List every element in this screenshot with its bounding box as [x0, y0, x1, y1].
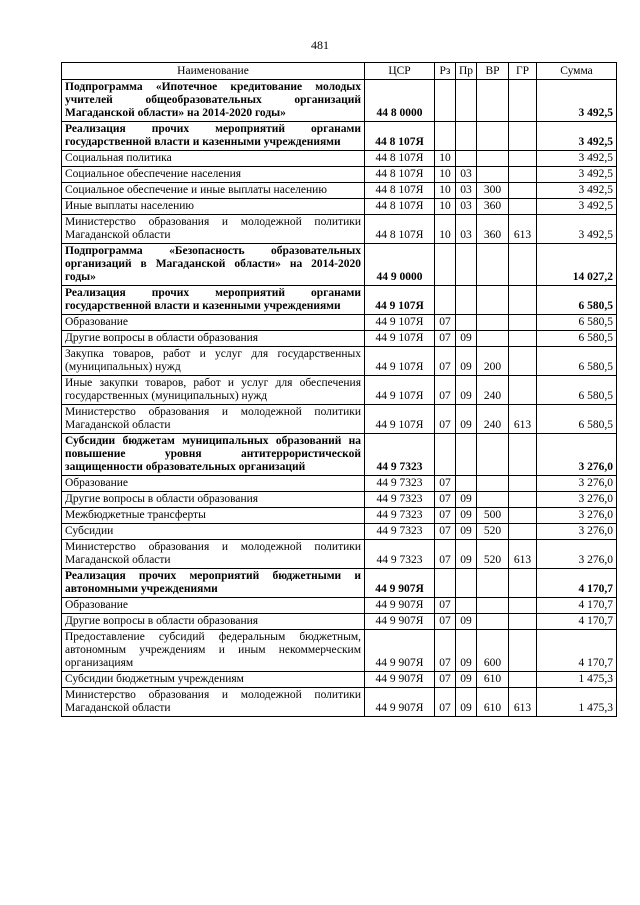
cell-gr — [509, 199, 537, 215]
cell-vr: 520 — [477, 540, 509, 569]
cell-csr: 44 9 107Я — [365, 331, 435, 347]
header-pr: Пр — [456, 63, 477, 80]
cell-name: Межбюджетные трансферты — [62, 508, 365, 524]
table-row — [62, 476, 617, 492]
table-row — [62, 215, 617, 244]
cell-csr: 44 8 107Я — [365, 122, 435, 151]
cell-gr — [509, 569, 537, 598]
cell-vr: 240 — [477, 405, 509, 434]
cell-pr: 03 — [456, 183, 477, 199]
cell-gr — [509, 476, 537, 492]
cell-pr — [456, 434, 477, 476]
cell-name: Образование — [62, 315, 365, 331]
cell-pr — [456, 315, 477, 331]
cell-gr: 613 — [509, 215, 537, 244]
cell-vr: 600 — [477, 630, 509, 672]
cell-rz: 07 — [435, 492, 456, 508]
cell-vr — [477, 315, 509, 331]
cell-pr: 09 — [456, 614, 477, 630]
table-row — [62, 598, 617, 614]
cell-gr — [509, 614, 537, 630]
cell-sum: 3 276,0 — [537, 508, 617, 524]
cell-name: Социальная политика — [62, 151, 365, 167]
cell-csr: 44 9 7323 — [365, 476, 435, 492]
cell-name: Реализация прочих мероприятий органами государственной власти и казенными учреждениями — [62, 286, 365, 315]
table-row — [62, 183, 617, 199]
cell-vr: 200 — [477, 347, 509, 376]
cell-name: Реализация прочих мероприятий органами государственной власти и казенными учреждениями — [62, 122, 365, 151]
cell-pr — [456, 122, 477, 151]
table-row — [62, 286, 617, 315]
table-row — [62, 434, 617, 476]
cell-rz: 07 — [435, 630, 456, 672]
cell-rz: 10 — [435, 215, 456, 244]
cell-name: Другие вопросы в области образования — [62, 331, 365, 347]
cell-sum: 3 276,0 — [537, 492, 617, 508]
cell-rz — [435, 434, 456, 476]
cell-vr: 360 — [477, 215, 509, 244]
header-csr: ЦСР — [365, 63, 435, 80]
cell-sum: 6 580,5 — [537, 315, 617, 331]
table-row — [62, 688, 617, 717]
cell-gr — [509, 80, 537, 122]
table-row — [62, 376, 617, 405]
cell-name: Министерство образования и молодежной политики Магаданской области — [62, 540, 365, 569]
cell-pr — [456, 244, 477, 286]
table-row — [62, 244, 617, 286]
cell-rz: 10 — [435, 183, 456, 199]
table-row — [62, 614, 617, 630]
cell-vr: 240 — [477, 376, 509, 405]
cell-name: Закупка товаров, работ и услуг для государственных (муниципальных) нужд — [62, 347, 365, 376]
cell-gr — [509, 151, 537, 167]
cell-csr: 44 8 107Я — [365, 215, 435, 244]
cell-name: Образование — [62, 598, 365, 614]
cell-gr: 613 — [509, 688, 537, 717]
cell-vr: 520 — [477, 524, 509, 540]
cell-sum: 14 027,2 — [537, 244, 617, 286]
cell-pr: 03 — [456, 215, 477, 244]
cell-rz: 10 — [435, 167, 456, 183]
cell-rz — [435, 569, 456, 598]
header-rz: Рз — [435, 63, 456, 80]
cell-gr — [509, 492, 537, 508]
cell-sum: 4 170,7 — [537, 569, 617, 598]
cell-rz: 07 — [435, 347, 456, 376]
cell-rz: 07 — [435, 688, 456, 717]
cell-pr: 09 — [456, 524, 477, 540]
cell-sum: 6 580,5 — [537, 347, 617, 376]
cell-vr — [477, 492, 509, 508]
cell-csr: 44 8 107Я — [365, 151, 435, 167]
cell-csr: 44 9 907Я — [365, 672, 435, 688]
cell-pr: 09 — [456, 630, 477, 672]
cell-csr: 44 9 107Я — [365, 376, 435, 405]
cell-vr — [477, 244, 509, 286]
cell-gr — [509, 315, 537, 331]
cell-sum: 3 492,5 — [537, 167, 617, 183]
cell-pr: 09 — [456, 492, 477, 508]
cell-pr: 09 — [456, 347, 477, 376]
cell-vr — [477, 167, 509, 183]
cell-sum: 4 170,7 — [537, 630, 617, 672]
cell-name: Другие вопросы в области образования — [62, 614, 365, 630]
cell-pr: 09 — [456, 376, 477, 405]
cell-rz: 10 — [435, 199, 456, 215]
cell-rz — [435, 244, 456, 286]
cell-sum: 6 580,5 — [537, 405, 617, 434]
cell-rz — [435, 122, 456, 151]
cell-rz: 07 — [435, 315, 456, 331]
table-row — [62, 492, 617, 508]
cell-pr: 09 — [456, 540, 477, 569]
cell-name: Министерство образования и молодежной политики Магаданской области — [62, 405, 365, 434]
cell-gr — [509, 598, 537, 614]
table-row — [62, 199, 617, 215]
cell-vr: 300 — [477, 183, 509, 199]
cell-gr: 613 — [509, 405, 537, 434]
cell-gr: 613 — [509, 540, 537, 569]
cell-gr — [509, 672, 537, 688]
cell-rz: 07 — [435, 405, 456, 434]
cell-sum: 3 492,5 — [537, 151, 617, 167]
cell-csr: 44 9 0000 — [365, 244, 435, 286]
table-row — [62, 524, 617, 540]
cell-sum: 3 492,5 — [537, 183, 617, 199]
cell-sum: 3 492,5 — [537, 215, 617, 244]
cell-name: Иные закупки товаров, работ и услуг для обеспечения государственных (муниципальных) нужд — [62, 376, 365, 405]
cell-gr — [509, 630, 537, 672]
cell-pr: 09 — [456, 405, 477, 434]
cell-vr — [477, 598, 509, 614]
table-row — [62, 315, 617, 331]
cell-sum: 1 475,3 — [537, 688, 617, 717]
cell-sum: 3 276,0 — [537, 476, 617, 492]
cell-rz: 07 — [435, 672, 456, 688]
table-row — [62, 569, 617, 598]
cell-pr: 03 — [456, 199, 477, 215]
cell-csr: 44 8 107Я — [365, 167, 435, 183]
cell-rz: 07 — [435, 598, 456, 614]
table-row — [62, 672, 617, 688]
header-gr: ГР — [509, 63, 537, 80]
cell-rz: 07 — [435, 614, 456, 630]
cell-name: Субсидии — [62, 524, 365, 540]
cell-vr — [477, 80, 509, 122]
cell-vr — [477, 476, 509, 492]
cell-csr: 44 9 907Я — [365, 598, 435, 614]
cell-sum: 6 580,5 — [537, 376, 617, 405]
cell-pr — [456, 569, 477, 598]
cell-sum: 4 170,7 — [537, 614, 617, 630]
cell-pr — [456, 151, 477, 167]
cell-name: Министерство образования и молодежной политики Магаданской области — [62, 688, 365, 717]
table-row — [62, 80, 617, 122]
cell-pr — [456, 476, 477, 492]
cell-gr — [509, 286, 537, 315]
cell-name: Субсидии бюджетным учреждениям — [62, 672, 365, 688]
cell-csr: 44 9 7323 — [365, 508, 435, 524]
cell-sum: 3 276,0 — [537, 540, 617, 569]
cell-name: Предоставление субсидий федеральным бюджетным, автономным учреждениям и иным некоммерческим организациям — [62, 630, 365, 672]
header-vr: ВР — [477, 63, 509, 80]
cell-pr: 09 — [456, 508, 477, 524]
cell-csr: 44 8 107Я — [365, 183, 435, 199]
cell-gr — [509, 122, 537, 151]
cell-csr: 44 9 107Я — [365, 315, 435, 331]
cell-rz: 07 — [435, 540, 456, 569]
table-row — [62, 347, 617, 376]
cell-csr: 44 9 7323 — [365, 524, 435, 540]
cell-rz: 10 — [435, 151, 456, 167]
cell-name: Министерство образования и молодежной политики Магаданской области — [62, 215, 365, 244]
cell-sum: 3 276,0 — [537, 434, 617, 476]
cell-name: Социальное обеспечение населения — [62, 167, 365, 183]
cell-rz: 07 — [435, 331, 456, 347]
cell-rz — [435, 80, 456, 122]
cell-csr: 44 9 107Я — [365, 286, 435, 315]
page-number: 481 — [311, 38, 329, 52]
cell-csr: 44 8 0000 — [365, 80, 435, 122]
cell-vr — [477, 331, 509, 347]
cell-pr: 09 — [456, 688, 477, 717]
cell-gr — [509, 376, 537, 405]
cell-sum: 1 475,3 — [537, 672, 617, 688]
table-row — [62, 508, 617, 524]
cell-csr: 44 9 7323 — [365, 492, 435, 508]
cell-pr: 03 — [456, 167, 477, 183]
cell-name: Подпрограмма «Ипотечное кредитование молодых учителей общеобразовательных организаций Магаданской области» на 2014-2020 годы» — [62, 80, 365, 122]
cell-sum: 6 580,5 — [537, 286, 617, 315]
table-row — [62, 630, 617, 672]
cell-gr — [509, 434, 537, 476]
cell-pr: 09 — [456, 672, 477, 688]
cell-pr — [456, 286, 477, 315]
cell-name: Реализация прочих мероприятий бюджетными и автономными учреждениями — [62, 569, 365, 598]
cell-csr: 44 9 907Я — [365, 614, 435, 630]
cell-csr: 44 9 907Я — [365, 688, 435, 717]
cell-gr — [509, 524, 537, 540]
cell-pr — [456, 598, 477, 614]
cell-vr — [477, 614, 509, 630]
cell-gr — [509, 183, 537, 199]
cell-vr — [477, 434, 509, 476]
cell-vr: 610 — [477, 688, 509, 717]
cell-rz — [435, 286, 456, 315]
cell-gr — [509, 331, 537, 347]
header-sum: Сумма — [537, 63, 617, 80]
cell-csr: 44 9 7323 — [365, 540, 435, 569]
cell-pr: 09 — [456, 331, 477, 347]
cell-sum: 3 492,5 — [537, 80, 617, 122]
cell-sum: 3 492,5 — [537, 199, 617, 215]
cell-sum: 4 170,7 — [537, 598, 617, 614]
cell-vr — [477, 569, 509, 598]
cell-gr — [509, 347, 537, 376]
cell-sum: 6 580,5 — [537, 331, 617, 347]
cell-csr: 44 9 907Я — [365, 569, 435, 598]
cell-rz: 07 — [435, 508, 456, 524]
cell-csr: 44 8 107Я — [365, 199, 435, 215]
cell-csr: 44 9 107Я — [365, 405, 435, 434]
cell-name: Иные выплаты населению — [62, 199, 365, 215]
cell-vr — [477, 286, 509, 315]
cell-name: Подпрограмма «Безопасность образовательных организаций в Магаданской области» на 2014-2020 годы» — [62, 244, 365, 286]
cell-csr: 44 9 107Я — [365, 347, 435, 376]
cell-gr — [509, 167, 537, 183]
table-row — [62, 405, 617, 434]
cell-rz: 07 — [435, 376, 456, 405]
cell-vr: 360 — [477, 199, 509, 215]
cell-sum: 3 276,0 — [537, 524, 617, 540]
cell-rz: 07 — [435, 524, 456, 540]
table-row — [62, 167, 617, 183]
table-row — [62, 122, 617, 151]
cell-gr — [509, 244, 537, 286]
budget-table — [61, 62, 617, 717]
cell-rz: 07 — [435, 476, 456, 492]
table-row — [62, 540, 617, 569]
cell-csr: 44 9 7323 — [365, 434, 435, 476]
header-name: Наименование — [62, 63, 365, 80]
cell-csr: 44 9 907Я — [365, 630, 435, 672]
table-header-row — [62, 63, 617, 80]
cell-pr — [456, 80, 477, 122]
cell-gr — [509, 508, 537, 524]
cell-vr — [477, 122, 509, 151]
cell-name: Другие вопросы в области образования — [62, 492, 365, 508]
table-row — [62, 331, 617, 347]
cell-vr — [477, 151, 509, 167]
table-row — [62, 151, 617, 167]
cell-vr: 610 — [477, 672, 509, 688]
cell-name: Образование — [62, 476, 365, 492]
cell-name: Субсидии бюджетам муниципальных образований на повышение уровня антитеррористической защищенности образовательных организаций — [62, 434, 365, 476]
cell-name: Социальное обеспечение и иные выплаты населению — [62, 183, 365, 199]
cell-vr: 500 — [477, 508, 509, 524]
cell-sum: 3 492,5 — [537, 122, 617, 151]
